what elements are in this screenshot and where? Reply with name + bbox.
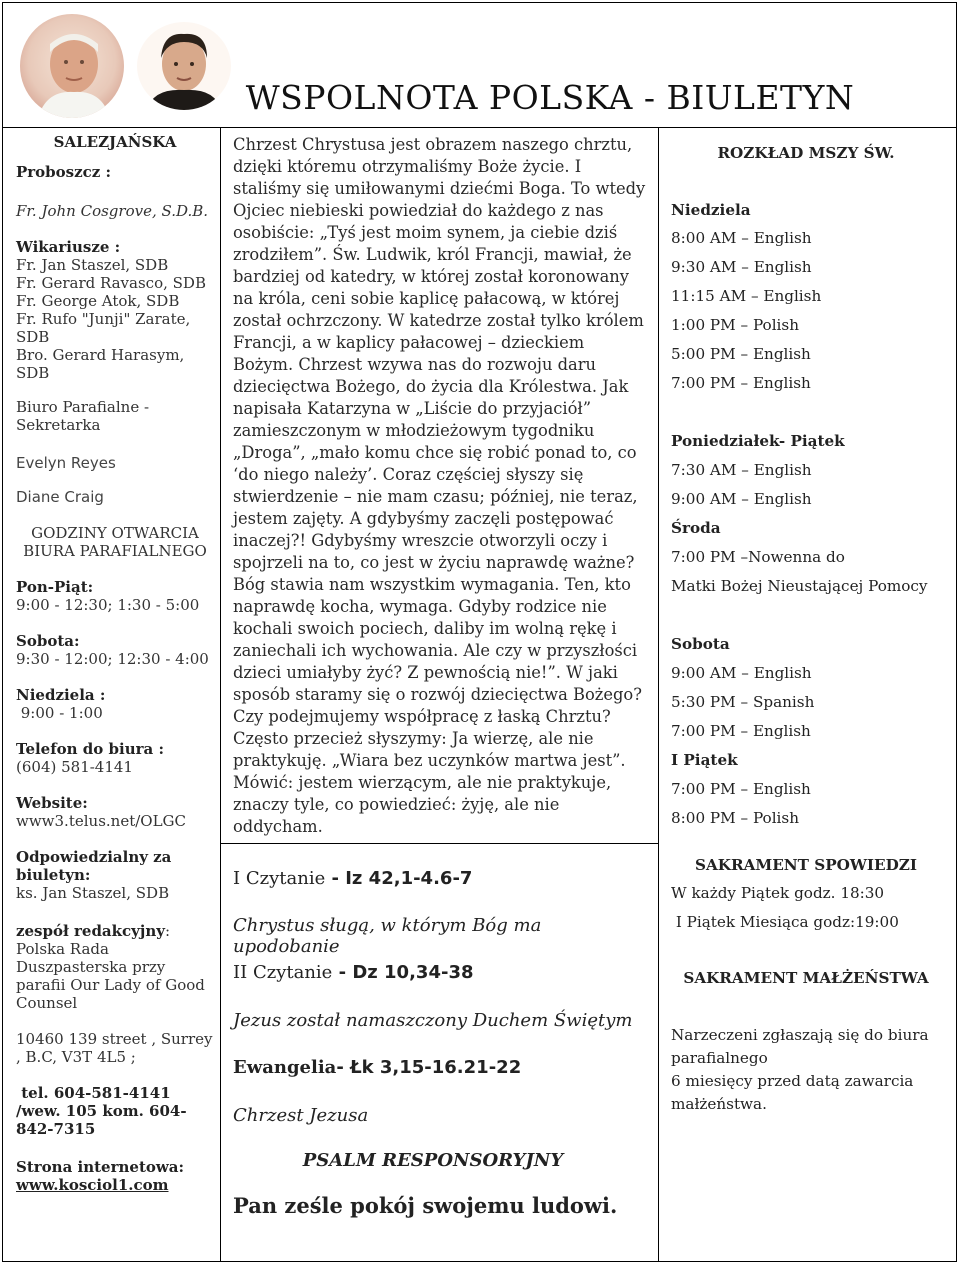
phone-label: Telefon do biura : xyxy=(16,740,165,758)
reading-1-title: Chrystus sługą, w którym Bóg ma upodobanie xyxy=(233,915,542,957)
mass-schedule-title: ROZKŁAD MSZY ŚW. xyxy=(717,144,895,162)
mass-time: Matki Bożej Nieustającej Pomocy xyxy=(671,577,928,595)
header-divider xyxy=(2,127,957,128)
mass-time: 5:00 PM – English xyxy=(671,345,811,363)
wednesday-label: Środa xyxy=(671,519,721,537)
team-list xyxy=(16,940,214,1012)
web-label: Strona internetowa: xyxy=(16,1158,185,1176)
marriage-line: Narzeczeni zgłaszają się do biura xyxy=(671,1026,929,1044)
saturday-hours: 9:30 - 12:00; 12:30 - 4:00 xyxy=(16,650,209,668)
column-divider-left xyxy=(220,127,221,1262)
mass-time: 5:30 PM – Spanish xyxy=(671,693,815,711)
first-friday-label: I Piątek xyxy=(671,751,738,769)
team-line: Duszpasterska przy xyxy=(16,958,166,976)
reading-2-heading xyxy=(233,962,653,983)
mass-time: 7:00 PM –Nowenna do xyxy=(671,548,845,566)
mass-time: 7:00 PM – English xyxy=(671,374,811,392)
pastor-label: Proboszcz : xyxy=(16,163,112,181)
confession-time: W każdy Piątek godz. 18:30 xyxy=(671,884,885,902)
mass-time: 9:00 AM – English xyxy=(671,664,812,682)
vicars-label: Wikariusze : xyxy=(16,238,121,256)
reading-1-ref: - Iz 42,1-4.6-7 xyxy=(325,868,473,889)
reading-1-label: I Czytanie xyxy=(233,868,326,889)
pastor-name: Fr. John Cosgrove, S.D.B. xyxy=(16,202,209,220)
team-line: parafii Our Lady of Good xyxy=(16,976,205,994)
office-label-line: Sekretarka xyxy=(16,416,101,434)
mass-time: 8:00 AM – English xyxy=(671,229,812,247)
editor-label-line: biuletyn: xyxy=(16,866,91,884)
parish-name: SALEZJAŃSKA xyxy=(53,133,177,151)
phone-line: 842-7315 xyxy=(16,1120,96,1138)
team-label: zespół redakcyjny xyxy=(16,922,165,940)
vicar-line: SDB xyxy=(16,364,50,382)
gospel-title: Chrzest Jezusa xyxy=(233,1105,369,1126)
marriage-line: parafialnego xyxy=(671,1049,768,1067)
mass-schedule xyxy=(671,140,951,1116)
bulletin-title: WSPOLNOTA POLSKA - BIULETYN xyxy=(245,78,855,117)
editor-label-line: Odpowiedzialny za xyxy=(16,848,172,866)
reading-2-label: II Czytanie xyxy=(233,962,333,983)
editor-label xyxy=(16,848,214,884)
vicar-line: Bro. Gerard Harasym, xyxy=(16,346,185,364)
secretary-name: Evelyn Reyes xyxy=(16,454,116,472)
website-link[interactable]: www3.telus.net/OLGC xyxy=(16,812,186,830)
team-colon: : xyxy=(164,922,171,940)
mass-time: 7:30 AM – English xyxy=(671,461,812,479)
phone-line: tel. 604-581-4141 xyxy=(16,1084,171,1102)
office-label-line: Biuro Parafialne - xyxy=(16,398,150,416)
gospel-ref: - Łk 3,15-16.21-22 xyxy=(336,1057,522,1078)
mass-time: 7:00 PM – English xyxy=(671,722,811,740)
mass-time: 7:00 PM – English xyxy=(671,780,811,798)
vicar-line: Fr. Gerard Ravasco, SDB xyxy=(16,274,206,292)
marriage-line: małżeństwa. xyxy=(671,1095,767,1113)
confession-title: SAKRAMENT SPOWIEDZI xyxy=(695,856,917,874)
parish-website-link[interactable]: www.kosciol1.com xyxy=(16,1176,169,1194)
office-label xyxy=(16,398,214,434)
psalm-response: Pan ześle pokój swojemu ludowi. xyxy=(233,1193,618,1218)
weekdays-label: Pon-Piąt: xyxy=(16,578,94,596)
saturday-label: Sobota: xyxy=(16,632,80,650)
reading-2-ref: - Dz 10,34-38 xyxy=(332,962,474,983)
sunday-label: Niedziela : xyxy=(16,686,106,704)
gospel-heading xyxy=(233,1057,653,1078)
office-hours-title-line: GODZINY OTWARCIA xyxy=(31,524,199,542)
marriage-title: SAKRAMENT MAŁŻEŃSTWA xyxy=(683,969,929,987)
vicar-line: Fr. George Atok, SDB xyxy=(16,292,180,310)
left-column xyxy=(16,133,214,1194)
address-line: 10460 139 street , Surrey xyxy=(16,1030,213,1048)
team-line: Polska Rada xyxy=(16,940,109,958)
mass-time: 9:30 AM – English xyxy=(671,258,812,276)
pope-portrait xyxy=(20,14,124,118)
mass-time: 11:15 AM – English xyxy=(671,287,822,305)
marriage-info xyxy=(671,1024,951,1116)
phone-number: (604) 581-4141 xyxy=(16,758,133,776)
vicar-line: SDB xyxy=(16,328,50,346)
office-hours-title-line: BIURA PARAFIALNEGO xyxy=(23,542,207,560)
middle-divider xyxy=(220,843,658,844)
weekdays-hours: 9:00 - 12:30; 1:30 - 5:00 xyxy=(16,596,200,614)
phone-line: /wew. 105 kom. 604- xyxy=(16,1102,187,1120)
saturday-mass-label: Sobota xyxy=(671,635,730,653)
parish-phone xyxy=(16,1084,214,1138)
website-label: Website: xyxy=(16,794,88,812)
secretary-name: Diane Craig xyxy=(16,488,104,506)
confession-time: I Piątek Miesiąca godz:19:00 xyxy=(671,913,899,931)
address-line: , B.C, V3T 4L5 ; xyxy=(16,1048,136,1066)
vicar-line: Fr. Jan Staszel, SDB xyxy=(16,256,169,274)
psalm-label: PSALM RESPONSORYJNY xyxy=(302,1150,564,1171)
vicars-list xyxy=(16,256,214,382)
reading-1-heading xyxy=(233,868,653,889)
sunday-mass-label: Niedziela xyxy=(671,201,751,219)
editor-name: ks. Jan Staszel, SDB xyxy=(16,884,170,902)
saint-portrait xyxy=(137,22,231,110)
weekday-mass-label: Poniedziałek- Piątek xyxy=(671,432,845,450)
vicar-line: Fr. Rufo "Junji" Zarate, xyxy=(16,310,191,328)
team-line: Counsel xyxy=(16,994,78,1012)
mass-time: 8:00 PM – Polish xyxy=(671,809,799,827)
reflection-paragraph: Chrzest Chrystusa jest obrazem naszego chrztu, dzięki któremu otrzymaliśmy Boże życie. I staliśmy się umiłowanymi dziećmi Boga. To wtedy Ojciec niebieski powiedział do każdego z nas osobiście: „Tyś jest moim synem, ja ciebie dziś zrodziłem”. Św. Ludwik, król Francji, mawiał, że bardziej od katedry, w której został koronowany na króla, ceni sobie kaplicę pałacową, w której został ochrzczony. W katedrze został tylko królem Francji, a w kaplicy pałacowej – dzieckiem Bożym. Chrzest wzywa nas do rozwoju daru dziecięctwa Bożego, do życia dla Królestwa. Jak napisała Katarzyna w „Liście do przyjaciół” zamieszczonym w młodzieżowym tygodniku „Droga”, „mało komu chce się robić ponad to, co ‘do niego należy’. Coraz częściej słyszy się stwierdzenie – nie mam czasu; później, nie teraz, jestem zajęty. A gdybyśmy zaczęli postępować inaczej?! Gdybyśmy wreszcie otworzyli oczy i spojrzeli na to, co jest w życiu naprawdę ważne? Bóg stawia nam wszystkim wymagania. Ten, kto naprawdę kocha, wymaga. Gdyby rodzice nie kochali swoich pociech, daliby im wolną rękę i zaniechali ich wychowania. Ale czy w przyszłości dzieci umiałyby żyć? Z pewnością nie!”. W jaki sposób staramy się o rozwój dziecięctwa Bożego? Czy podejmujemy współpracę z łaską Chrztu? Często przecież słyszymy: Ja wierzę, ale nie praktykuję. „Wiara bez uczynków martwa jest”. Mówić: jestem wierzącym, ale nie praktykuje, znaczy tyle, co powiedzieć: żyję, ale nie oddycham. xyxy=(233,135,646,836)
mass-time: 9:00 AM – English xyxy=(671,490,812,508)
gospel-label: Ewangelia xyxy=(233,1057,337,1078)
sunday-hours: 9:00 - 1:00 xyxy=(16,704,103,722)
mass-time: 1:00 PM – Polish xyxy=(671,316,799,334)
team-heading xyxy=(16,922,214,940)
office-hours-title xyxy=(16,524,214,560)
reading-2-title: Jezus został namaszczony Duchem Świętym xyxy=(233,1010,633,1031)
marriage-line: 6 miesięcy przed datą zawarcia xyxy=(671,1072,914,1090)
column-divider-right xyxy=(658,127,659,1262)
